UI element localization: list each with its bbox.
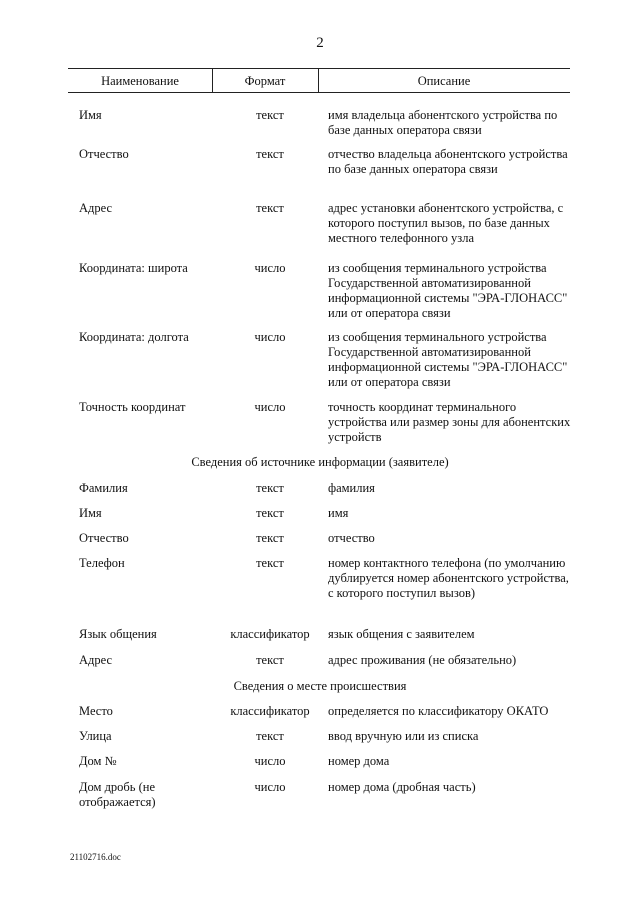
row-description: имя [328,506,349,520]
row-description: номер контактного телефона (по умолчанию дублируется номер абонентского устройства, с которого поступил вызов) [328,556,569,600]
row-name: Дом № [79,754,117,768]
row-name: Язык общения [79,627,157,641]
row-format: число [254,261,286,275]
table-top-rule [68,68,570,69]
row-name: Координата: широта [79,261,188,275]
row-format: число [254,780,286,794]
row-description: адрес проживания (не обязательно) [328,653,517,667]
row-description: язык общения с заявителем [328,627,475,641]
row-description: фамилия [328,481,375,495]
row-format: текст [256,556,284,570]
table-header-rule [68,92,570,93]
column-header-name: Наименование [101,74,179,88]
row-name: Отчество [79,531,129,545]
page-number: 2 [316,35,324,51]
row-format: текст [256,729,284,743]
row-name: Телефон [79,556,125,570]
row-description: номер дома [328,754,390,768]
row-description: отчество владельца абонентского устройства по базе данных оператора связи [328,147,568,176]
row-format: число [254,330,286,344]
document-filename: 21102716.doc [70,852,121,862]
row-format: текст [256,531,284,545]
row-name: Имя [79,506,102,520]
row-description: из сообщения терминального устройства Государственной автоматизированной информационной системы "ЭРА-ГЛОНАСС" или от оператора связи [328,330,568,389]
row-description: ввод вручную или из списка [328,729,479,743]
row-name: Адрес [79,653,113,667]
row-format: число [254,754,286,768]
row-name: Адрес [79,201,113,215]
row-format: текст [256,481,284,495]
row-name: Место [79,704,113,718]
row-format: текст [256,201,284,215]
row-format: текст [256,147,284,161]
row-name: Имя [79,108,102,122]
row-format: текст [256,653,284,667]
row-description: из сообщения терминального устройства Государственной автоматизированной информационной системы "ЭРА-ГЛОНАСС" или от оператора связи [328,261,568,320]
row-format: классификатор [230,627,310,641]
row-description: номер дома (дробная часть) [328,780,476,794]
row-format: классификатор [230,704,310,718]
row-name: Координата: долгота [79,330,189,344]
section-heading-applicant: Сведения об источнике информации (заявителе) [191,455,449,469]
row-name: Фамилия [79,481,128,495]
row-format: текст [256,506,284,520]
row-format: текст [256,108,284,122]
row-description: точность координат терминального устройства или размер зоны для абонентских устройств [328,400,571,444]
row-format: число [254,400,286,414]
row-description: определяется по классификатору ОКАТО [328,704,549,718]
row-description: отчество [328,531,375,545]
row-name: Дом дробь (не отображается) [79,780,156,809]
column-header-format: Формат [244,74,286,88]
row-name: Отчество [79,147,129,161]
column-header-description: Описание [417,74,471,88]
row-name: Точность координат [79,400,186,414]
section-heading-incident-location: Сведения о месте происшествия [233,679,407,693]
row-description: адрес установки абонентского устройства, с которого поступил вызов, по базе данных местного телефонного узла [328,201,564,245]
row-name: Улица [79,729,112,743]
row-description: имя владельца абонентского устройства по базе данных оператора связи [328,108,558,137]
